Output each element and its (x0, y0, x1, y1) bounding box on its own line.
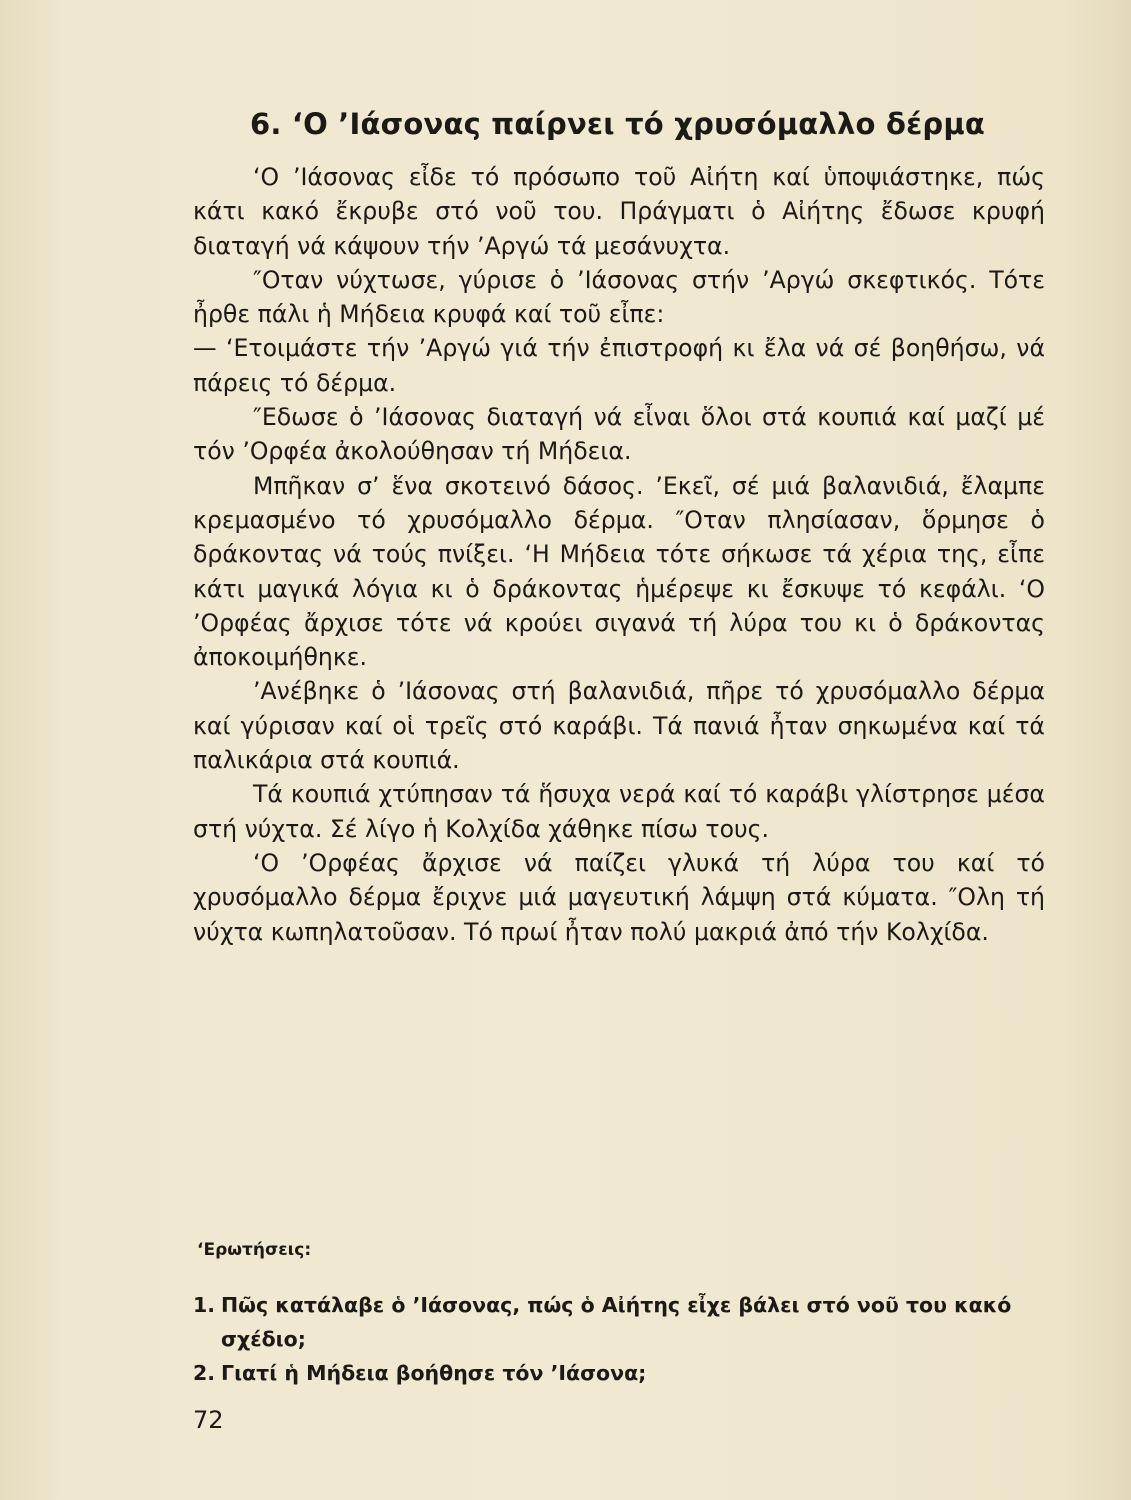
question-number: 1. (193, 1293, 216, 1317)
paragraph: Μπῆκαν σ’ ἕνα σκοτεινό δάσος. ’Εκεῖ, σέ μιά βαλανιδιά, ἔλαμπε κρεμασμένο τό χρυσόμαλλο δέρμα. ″Οταν πλησίασαν, ὅρμησε ὁ δράκοντας νά τούς πνίξει. ‘Η Μήδεια τότε σήκωσε τά χέρια της, εἶπε κάτι μαγικά λόγια κι ὁ δράκοντας ἡμέρεψε κι ἔσκυψε τό κεφάλι. ‘Ο ’Ορφέας ἄρχισε τότε νά κρούει σιγανά τή λύρα του κι ὁ δράκοντας ἀποκοιμήθηκε. (193, 471, 1045, 672)
question-number: 2. (193, 1361, 216, 1385)
question-text: Γιατί ἡ Μήδεια βοήθησε τόν ’Ιάσονα; (221, 1361, 647, 1385)
story-text (193, 160, 1045, 949)
paragraph: ‘Ο ’Ορφέας ἄρχισε νά παίζει γλυκά τή λύρα του καί τό χρυσόμαλλο δέρμα ἔριχνε μιά μαγευτική λάμψη στά κύματα. ″Ολη τή νύχτα κωπηλατοῦσαν. Τό πρωί ἦταν πολύ μακριά ἀπό τήν Κολχίδα. (193, 848, 1045, 946)
paragraph: Τά κουπιά χτύπησαν τά ἥσυχα νερά καί τό καράβι γλίστρησε μέσα στή νύχτα. Σέ λίγο ἡ Κολχίδα χάθηκε πίσω τους. (193, 780, 1045, 843)
paragraph: ’Ανέβηκε ὁ ’Ιάσονας στή βαλανιδιά, πῆρε τό χρυσόμαλλο δέρμα καί γύρισαν καί οἱ τρεῖς στό καράβι. Τά πανιά ἦταν σηκωμένα καί τά παλικάρια στά κουπιά. (193, 677, 1045, 775)
questions-heading: ‘Ερωτήσεις: (197, 1240, 312, 1260)
page-number: 72 (193, 1406, 224, 1434)
question-item (193, 1288, 1053, 1356)
paragraph: ″Οταν νύχτωσε, γύρισε ὁ ’Ιάσονας στήν ’Αργώ σκεφτικός. Τότε ἦρθε πάλι ἡ Μήδεια κρυφά καί τοῦ εἶπε: (193, 265, 1045, 329)
chapter-title: 6. ‘Ο ’Ιάσονας παίρνει τό χρυσόμαλλο δέρμα (250, 107, 986, 141)
question-text: Πῶς κατάλαβε ὁ ’Ιάσονας, πώς ὁ Αἰήτης εἶχε βάλει στό νοῦ του κακό σχέδιο; (221, 1293, 1012, 1351)
questions-section (193, 1238, 1053, 1390)
paragraph: ″Εδωσε ὁ ’Ιάσονας διαταγή νά εἶναι ὅλοι στά κουπιά καί μαζί μέ τόν ’Ορφέα ἀκολούθησαν τή Μήδεια. (193, 403, 1045, 466)
dialogue-paragraph: — ‘Ετοιμάστε τήν ’Αργώ γιά τήν ἐπιστροφή κι ἔλα νά σέ βοηθήσω, νά πάρεις τό δέρμα. (193, 334, 1045, 397)
question-item (193, 1356, 1053, 1390)
paragraph: ‘Ο ’Ιάσονας εἶδε τό πρόσωπο τοῦ Αἰήτη καί ὑποψιάστηκε, πώς κάτι κακό ἔκρυβε στό νοῦ του. Πράγματι ὁ Αἰήτης ἔδωσε κρυφή διαταγή νά κάψουν τήν ’Αργώ τά μεσάνυχτα. (193, 163, 1045, 260)
